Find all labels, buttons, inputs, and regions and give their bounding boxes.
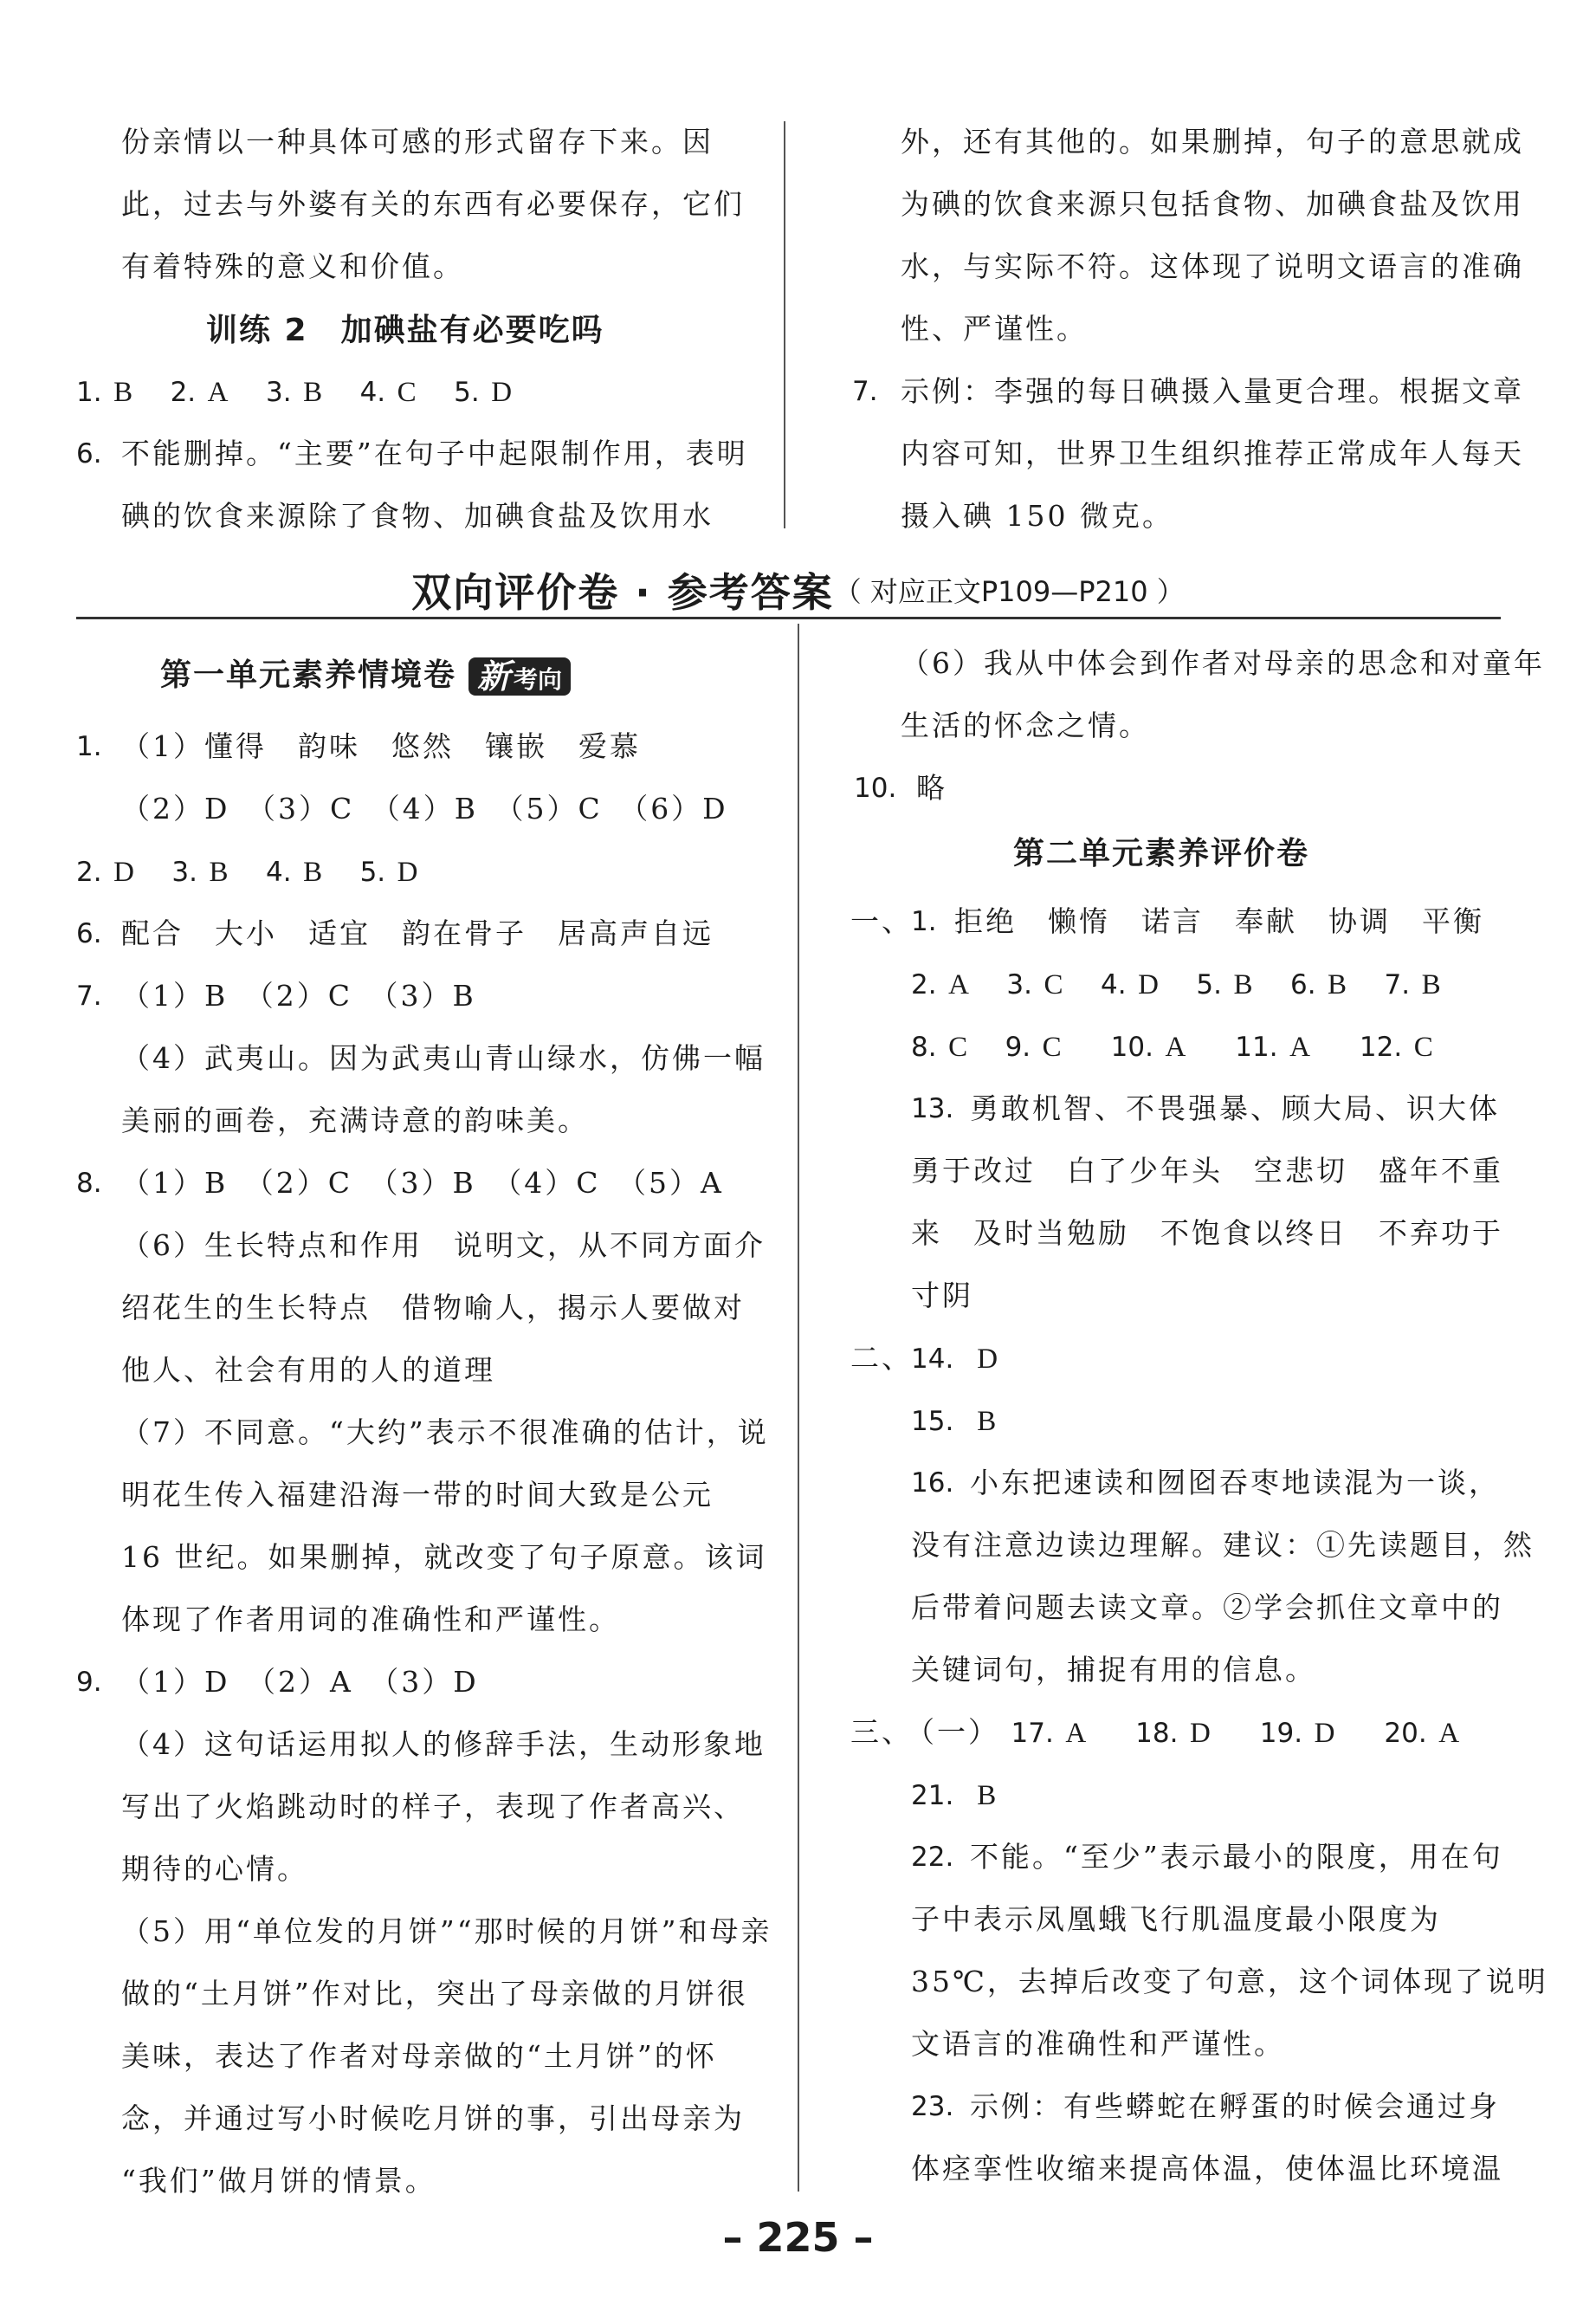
text-line: （1）B （2）C （3）B （4）C （5）A <box>121 1166 724 1200</box>
text-line: 做的“土月饼”作对比，突出了母亲做的月饼很 <box>121 1977 748 2010</box>
banner-rule <box>76 617 1501 619</box>
text-line: （1）B （2）C （3）B <box>121 979 476 1013</box>
question-number: 6. <box>76 918 102 949</box>
text-line: 念，并通过写小时候吃月饼的事，引出母亲为 <box>121 2101 745 2135</box>
text-line: （6）生长特点和作用 说明文，从不同方面介 <box>121 1228 766 1262</box>
text-line: 此，过去与外婆有关的东西有必要保存，它们 <box>121 187 745 221</box>
section-label: 三、 <box>850 1715 913 1749</box>
text-line: （4）武夷山。因为武夷山青山绿水，仿佛一幅 <box>121 1041 766 1075</box>
question-number: 7. <box>852 376 878 407</box>
question-number: 7. <box>76 981 102 1012</box>
text-line: 35℃，去掉后改变了句意，这个词体现了说明 <box>911 1965 1548 1998</box>
text-line: 寸阴 <box>911 1279 973 1312</box>
text-line: 子中表示凤凰蛾飞行肌温度最小限度为 <box>911 1902 1441 1936</box>
section-heading-unit-1 <box>160 650 571 702</box>
text-line: 16 世纪。如果删掉，就改变了句子原意。该词 <box>121 1540 767 1574</box>
answers-2-7: 2. A 3. C 4. D 5. B 6. B 7. B <box>911 969 1444 1000</box>
column-divider-main <box>798 624 799 2192</box>
question-number: 1. <box>911 906 937 937</box>
answer-14: 14. D <box>911 1344 1001 1375</box>
text-line: 示例：有些蟒蛇在孵蛋的时候会通过身 <box>970 2089 1500 2123</box>
question-number: 16. <box>911 1467 954 1499</box>
right-column <box>805 632 1596 2209</box>
answer-21: 21. B <box>911 1780 999 1811</box>
answer-15: 15. B <box>911 1406 999 1437</box>
text-line: 期待的心情。 <box>121 1852 308 1886</box>
section-label: 一、 <box>850 904 913 938</box>
text-line: （2）D （3）C （4）B （5）C （6）D <box>121 792 728 826</box>
text-line: 水，与实际不符。这体现了说明文语言的准确 <box>901 249 1524 283</box>
text-line: 来 及时当勉励 不饱食以终日 不弃功于 <box>911 1216 1503 1250</box>
section-heading-training-2: 训练 2 加碘盐有必要吃吗 <box>206 313 604 348</box>
banner-page-reference: （ 对应正文P109—P210 ） <box>833 575 1185 608</box>
text-line: （5）用“单位发的月饼”“那时候的月饼”和母亲 <box>121 1914 772 1948</box>
text-line: （7）不同意。“大约”表示不很准确的估计，说 <box>121 1415 769 1449</box>
text-line: 不能。“至少”表示最小的限度，用在句 <box>970 1840 1503 1874</box>
question-number: 6. <box>76 438 102 469</box>
text-line: 后带着问题去读文章。②学会抓住文章中的 <box>911 1590 1503 1624</box>
text-line: 写出了火焰跳动时的样子，表现了作者高兴、 <box>121 1790 745 1823</box>
text-line: 小东把速读和囫囵吞枣地读混为一谈， <box>970 1466 1500 1499</box>
top-right-column <box>797 0 1596 554</box>
text-line: （4）这句话运用拟人的修辞手法，生动形象地 <box>121 1727 766 1761</box>
text-line: 体现了作者用词的准确性和严谨性。 <box>121 1602 620 1636</box>
unit-1-title: 第一单元素养情境卷 <box>160 657 457 693</box>
text-line: 美味，表达了作者对母亲做的“土月饼”的怀 <box>121 2039 717 2073</box>
column-divider-top <box>784 121 785 528</box>
text-line: 生活的怀念之情。 <box>901 709 1150 742</box>
question-number: 23. <box>911 2091 954 2122</box>
text-line: （6）我从中体会到作者对母亲的思念和对童年 <box>901 646 1545 680</box>
text-line: 绍花生的生长特点 借物喻人，揭示人要做对 <box>121 1291 745 1324</box>
text-line: 摄入碘 150 微克。 <box>901 499 1173 533</box>
text-line: 勇于改过 白了少年头 空悲切 盛年不重 <box>911 1154 1503 1188</box>
answer-key-banner <box>0 561 1596 615</box>
text-line: 关键词句，捕捉有用的信息。 <box>911 1653 1316 1687</box>
text-line: 略 <box>916 771 947 805</box>
answers-8-12: 8. C 9. C 10. A 11. A 12. C <box>911 1032 1436 1063</box>
text-line: 他人、社会有用的人的道理 <box>121 1353 495 1387</box>
text-line: 文语言的准确性和严谨性。 <box>911 2027 1285 2061</box>
text-line: 示例：李强的每日碘摄入量更合理。根据文章 <box>901 374 1524 408</box>
page-number: – 225 – <box>722 2214 874 2261</box>
new-exam-direction-badge: 新 考向 <box>468 657 571 696</box>
text-line: 美丽的画卷，充满诗意的韵味美。 <box>121 1104 589 1137</box>
top-left-column <box>0 0 779 554</box>
text-line: 明花生传入福建沿海一带的时间大致是公元 <box>121 1478 714 1512</box>
text-line: （1）懂得 韵味 悠然 镶嵌 爱慕 <box>121 729 641 763</box>
section-label: 二、 <box>850 1341 913 1375</box>
text-line: 拒绝 懒惰 诺言 奉献 协调 平衡 <box>954 904 1484 938</box>
text-line: “我们”做月饼的情景。 <box>121 2164 436 2198</box>
question-number: 8. <box>76 1168 102 1199</box>
text-line: 外，还有其他的。如果删掉，句子的意思就成 <box>901 125 1524 159</box>
text-line: 性、严谨性。 <box>901 312 1088 346</box>
text-line: 没有注意边读边理解。建议：①先读题目，然 <box>911 1528 1535 1562</box>
text-line: 碘的饮食来源除了食物、加碘食盐及饮用水 <box>121 499 714 533</box>
answers-1-5: 1. B 2. A 3. B 4. C 5. D <box>76 377 515 408</box>
section-heading-unit-2: 第二单元素养评价卷 <box>1013 836 1310 871</box>
text-line: 份亲情以一种具体可感的形式留存下来。因 <box>121 125 714 159</box>
text-line: （1）D （2）A （3）D <box>121 1665 479 1699</box>
left-column <box>0 632 779 2209</box>
banner-title: 双向评价卷 · 参考答案 <box>411 569 834 616</box>
question-number: 1. <box>76 731 102 762</box>
answers-17-20: （一） 17. A 18. D 19. D 20. A <box>906 1715 1463 1749</box>
question-number: 10. <box>854 773 897 804</box>
text-line: 内容可知，世界卫生组织推荐正常成年人每天 <box>901 437 1524 470</box>
question-number: 13. <box>911 1093 954 1124</box>
text-line: 为碘的饮食来源只包括食物、加碘食盐及饮用 <box>901 187 1524 221</box>
question-number: 22. <box>911 1842 954 1873</box>
text-line: 有着特殊的意义和价值。 <box>121 249 464 283</box>
text-line: 体痉挛性收缩来提高体温，使体温比环境温 <box>911 2152 1503 2185</box>
answers-2-5: 2. D 3. B 4. B 5. D <box>76 857 421 888</box>
question-number: 9. <box>76 1667 102 1698</box>
text-line: 不能删掉。“主要”在句子中起限制作用，表明 <box>121 437 748 470</box>
text-line: 勇敢机智、不畏强暴、顾大局、识大体 <box>970 1091 1500 1125</box>
text-line: 配合 大小 适宜 韵在骨子 居高声自远 <box>121 916 714 950</box>
